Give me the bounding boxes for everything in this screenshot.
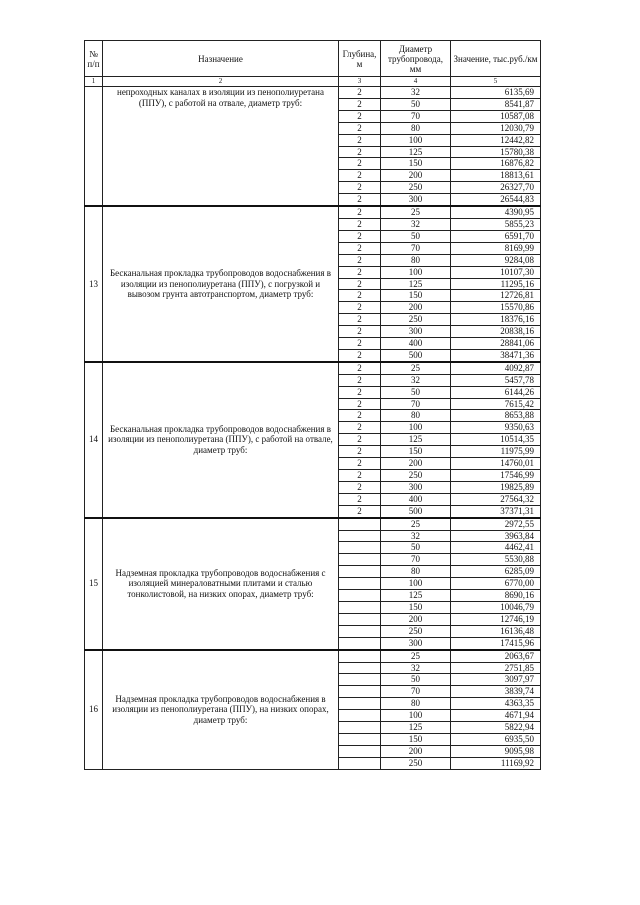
depth-cell: 2 (339, 170, 381, 182)
section-description: Надземная прокладка трубопроводов водоснабжения с изоляцией минераловатными плитами и сталью тонколистовой, на низких опорах, диаметр труб: (103, 518, 339, 650)
value-cell: 2972,55 (451, 518, 541, 530)
table-section (85, 362, 541, 518)
column-number: 4 (381, 77, 451, 87)
diameter-cell: 70 (381, 554, 451, 566)
depth-cell (339, 757, 381, 769)
depth-cell (339, 566, 381, 578)
diameter-cell: 25 (381, 518, 451, 530)
diameter-cell: 300 (381, 326, 451, 338)
header-name: Назначение (103, 41, 339, 77)
depth-cell: 2 (339, 266, 381, 278)
value-cell: 11169,92 (451, 757, 541, 769)
depth-cell: 2 (339, 362, 381, 374)
value-cell: 14760,01 (451, 458, 541, 470)
diameter-cell: 150 (381, 446, 451, 458)
value-cell: 12746,19 (451, 613, 541, 625)
diameter-cell: 25 (381, 362, 451, 374)
depth-cell: 2 (339, 254, 381, 266)
table-row (85, 206, 541, 218)
value-cell: 3963,84 (451, 530, 541, 542)
diameter-cell: 80 (381, 698, 451, 710)
value-cell: 28841,06 (451, 338, 541, 350)
value-cell: 20838,16 (451, 326, 541, 338)
diameter-cell: 25 (381, 206, 451, 218)
diameter-cell: 50 (381, 674, 451, 686)
depth-cell (339, 698, 381, 710)
column-number: 5 (451, 77, 541, 87)
depth-cell: 2 (339, 493, 381, 505)
table-row (85, 650, 541, 662)
depth-cell: 2 (339, 242, 381, 254)
depth-cell (339, 590, 381, 602)
value-cell: 8690,16 (451, 590, 541, 602)
depth-cell (339, 530, 381, 542)
depth-cell (339, 613, 381, 625)
depth-cell: 2 (339, 458, 381, 470)
depth-cell (339, 518, 381, 530)
diameter-cell: 50 (381, 230, 451, 242)
value-cell: 17546,99 (451, 470, 541, 482)
diameter-cell: 500 (381, 505, 451, 517)
value-cell: 6144,26 (451, 386, 541, 398)
table-section (85, 87, 541, 207)
depth-cell: 2 (339, 314, 381, 326)
depth-cell: 2 (339, 410, 381, 422)
diameter-cell: 150 (381, 158, 451, 170)
section-number: 16 (85, 650, 103, 770)
diameter-cell: 32 (381, 662, 451, 674)
diameter-cell: 150 (381, 601, 451, 613)
diameter-cell: 80 (381, 254, 451, 266)
value-cell: 4092,87 (451, 362, 541, 374)
table-section (85, 518, 541, 650)
diameter-cell: 32 (381, 87, 451, 99)
diameter-cell: 100 (381, 422, 451, 434)
header-num: № п/п (85, 41, 103, 77)
section-number (85, 87, 103, 207)
value-cell: 11975,99 (451, 446, 541, 458)
value-cell: 16876,82 (451, 158, 541, 170)
table-header (85, 41, 541, 87)
depth-cell: 2 (339, 122, 381, 134)
diameter-cell: 125 (381, 590, 451, 602)
value-cell: 8169,99 (451, 242, 541, 254)
header-row (85, 41, 541, 77)
value-cell: 12726,81 (451, 290, 541, 302)
diameter-cell: 500 (381, 349, 451, 361)
depth-cell: 2 (339, 398, 381, 410)
value-cell: 8541,87 (451, 98, 541, 110)
depth-cell: 2 (339, 481, 381, 493)
section-description: Бесканальная прокладка трубопроводов водоснабжения в изоляции из пенополиуретана (ППУ), с погрузкой и вывозом грунта автотранспортом, диаметр труб: (103, 206, 339, 362)
depth-cell: 2 (339, 386, 381, 398)
value-cell: 6935,50 (451, 733, 541, 745)
diameter-cell: 100 (381, 134, 451, 146)
value-cell: 10046,79 (451, 601, 541, 613)
value-cell: 38471,36 (451, 349, 541, 361)
column-number-row (85, 77, 541, 87)
value-cell: 4671,94 (451, 710, 541, 722)
value-cell: 6770,00 (451, 578, 541, 590)
depth-cell (339, 625, 381, 637)
depth-cell (339, 733, 381, 745)
diameter-cell: 50 (381, 98, 451, 110)
depth-cell (339, 554, 381, 566)
table-row (85, 87, 541, 99)
depth-cell: 2 (339, 470, 381, 482)
header-value: Значение, тыс.руб./км (451, 41, 541, 77)
depth-cell (339, 710, 381, 722)
depth-cell: 2 (339, 278, 381, 290)
depth-cell: 2 (339, 434, 381, 446)
depth-cell: 2 (339, 194, 381, 206)
section-description: непроходных каналах в изоляции из пенополиуретана (ППУ), с работой на отвале, диаметр труб: (103, 87, 339, 207)
value-cell: 4462,41 (451, 542, 541, 554)
diameter-cell: 50 (381, 542, 451, 554)
diameter-cell: 32 (381, 218, 451, 230)
diameter-cell: 80 (381, 566, 451, 578)
depth-cell: 2 (339, 374, 381, 386)
diameter-cell: 32 (381, 530, 451, 542)
diameter-cell: 250 (381, 625, 451, 637)
table-row (85, 362, 541, 374)
diameter-cell: 300 (381, 194, 451, 206)
diameter-cell: 125 (381, 434, 451, 446)
depth-cell: 2 (339, 505, 381, 517)
price-table (84, 40, 541, 770)
value-cell: 26544,83 (451, 194, 541, 206)
value-cell: 6135,69 (451, 87, 541, 99)
diameter-cell: 250 (381, 182, 451, 194)
depth-cell: 2 (339, 218, 381, 230)
depth-cell: 2 (339, 87, 381, 99)
diameter-cell: 100 (381, 266, 451, 278)
diameter-cell: 400 (381, 338, 451, 350)
table-section (85, 206, 541, 362)
diameter-cell: 25 (381, 650, 451, 662)
diameter-cell: 70 (381, 110, 451, 122)
section-number: 13 (85, 206, 103, 362)
value-cell: 37371,31 (451, 505, 541, 517)
depth-cell: 2 (339, 146, 381, 158)
diameter-cell: 80 (381, 122, 451, 134)
diameter-cell: 32 (381, 374, 451, 386)
depth-cell: 2 (339, 290, 381, 302)
depth-cell: 2 (339, 446, 381, 458)
depth-cell (339, 722, 381, 734)
value-cell: 4390,95 (451, 206, 541, 218)
value-cell: 10514,35 (451, 434, 541, 446)
depth-cell: 2 (339, 110, 381, 122)
depth-cell: 2 (339, 230, 381, 242)
depth-cell (339, 637, 381, 649)
header-depth: Глубина, м (339, 41, 381, 77)
section-description: Надземная прокладка трубопроводов водоснабжения в изоляции из пенополиуретана (ППУ), на низких опорах, диаметр труб: (103, 650, 339, 770)
depth-cell (339, 662, 381, 674)
diameter-cell: 200 (381, 170, 451, 182)
depth-cell: 2 (339, 302, 381, 314)
diameter-cell: 250 (381, 757, 451, 769)
depth-cell (339, 745, 381, 757)
diameter-cell: 125 (381, 278, 451, 290)
diameter-cell: 400 (381, 493, 451, 505)
value-cell: 5457,78 (451, 374, 541, 386)
value-cell: 10107,30 (451, 266, 541, 278)
value-cell: 19825,89 (451, 481, 541, 493)
value-cell: 17415,96 (451, 637, 541, 649)
depth-cell (339, 686, 381, 698)
diameter-cell: 100 (381, 578, 451, 590)
depth-cell: 2 (339, 338, 381, 350)
section-number: 15 (85, 518, 103, 650)
diameter-cell: 50 (381, 386, 451, 398)
depth-cell: 2 (339, 326, 381, 338)
section-number: 14 (85, 362, 103, 518)
diameter-cell: 200 (381, 613, 451, 625)
depth-cell: 2 (339, 182, 381, 194)
diameter-cell: 200 (381, 458, 451, 470)
value-cell: 5822,94 (451, 722, 541, 734)
value-cell: 7615,42 (451, 398, 541, 410)
depth-cell (339, 578, 381, 590)
value-cell: 11295,16 (451, 278, 541, 290)
column-number: 1 (85, 77, 103, 87)
value-cell: 5855,23 (451, 218, 541, 230)
diameter-cell: 250 (381, 470, 451, 482)
diameter-cell: 300 (381, 637, 451, 649)
depth-cell: 2 (339, 158, 381, 170)
value-cell: 15570,86 (451, 302, 541, 314)
diameter-cell: 300 (381, 481, 451, 493)
diameter-cell: 125 (381, 722, 451, 734)
value-cell: 6591,70 (451, 230, 541, 242)
diameter-cell: 150 (381, 733, 451, 745)
diameter-cell: 70 (381, 686, 451, 698)
table-row (85, 518, 541, 530)
diameter-cell: 200 (381, 302, 451, 314)
value-cell: 9095,98 (451, 745, 541, 757)
header-diameter: Диаметр трубопровода, мм (381, 41, 451, 77)
depth-cell: 2 (339, 98, 381, 110)
value-cell: 15780,38 (451, 146, 541, 158)
depth-cell (339, 542, 381, 554)
value-cell: 8653,88 (451, 410, 541, 422)
value-cell: 18813,61 (451, 170, 541, 182)
depth-cell: 2 (339, 206, 381, 218)
value-cell: 4363,35 (451, 698, 541, 710)
diameter-cell: 100 (381, 710, 451, 722)
value-cell: 5530,88 (451, 554, 541, 566)
value-cell: 26327,70 (451, 182, 541, 194)
table-section (85, 650, 541, 770)
value-cell: 16136,48 (451, 625, 541, 637)
value-cell: 10587,08 (451, 110, 541, 122)
depth-cell: 2 (339, 422, 381, 434)
diameter-cell: 70 (381, 398, 451, 410)
diameter-cell: 200 (381, 745, 451, 757)
diameter-cell: 125 (381, 146, 451, 158)
value-cell: 18376,16 (451, 314, 541, 326)
depth-cell (339, 601, 381, 613)
value-cell: 3097,97 (451, 674, 541, 686)
value-cell: 2063,67 (451, 650, 541, 662)
value-cell: 3839,74 (451, 686, 541, 698)
column-number: 3 (339, 77, 381, 87)
value-cell: 12030,79 (451, 122, 541, 134)
depth-cell (339, 650, 381, 662)
value-cell: 6285,09 (451, 566, 541, 578)
diameter-cell: 70 (381, 242, 451, 254)
section-description: Бесканальная прокладка трубопроводов водоснабжения в изоляции из пенополиуретана (ППУ), с работой на отвале, диаметр труб: (103, 362, 339, 518)
value-cell: 12442,82 (451, 134, 541, 146)
value-cell: 9350,63 (451, 422, 541, 434)
value-cell: 27564,32 (451, 493, 541, 505)
value-cell: 9284,08 (451, 254, 541, 266)
diameter-cell: 150 (381, 290, 451, 302)
value-cell: 2751,85 (451, 662, 541, 674)
depth-cell (339, 674, 381, 686)
diameter-cell: 80 (381, 410, 451, 422)
column-number: 2 (103, 77, 339, 87)
depth-cell: 2 (339, 349, 381, 361)
depth-cell: 2 (339, 134, 381, 146)
diameter-cell: 250 (381, 314, 451, 326)
